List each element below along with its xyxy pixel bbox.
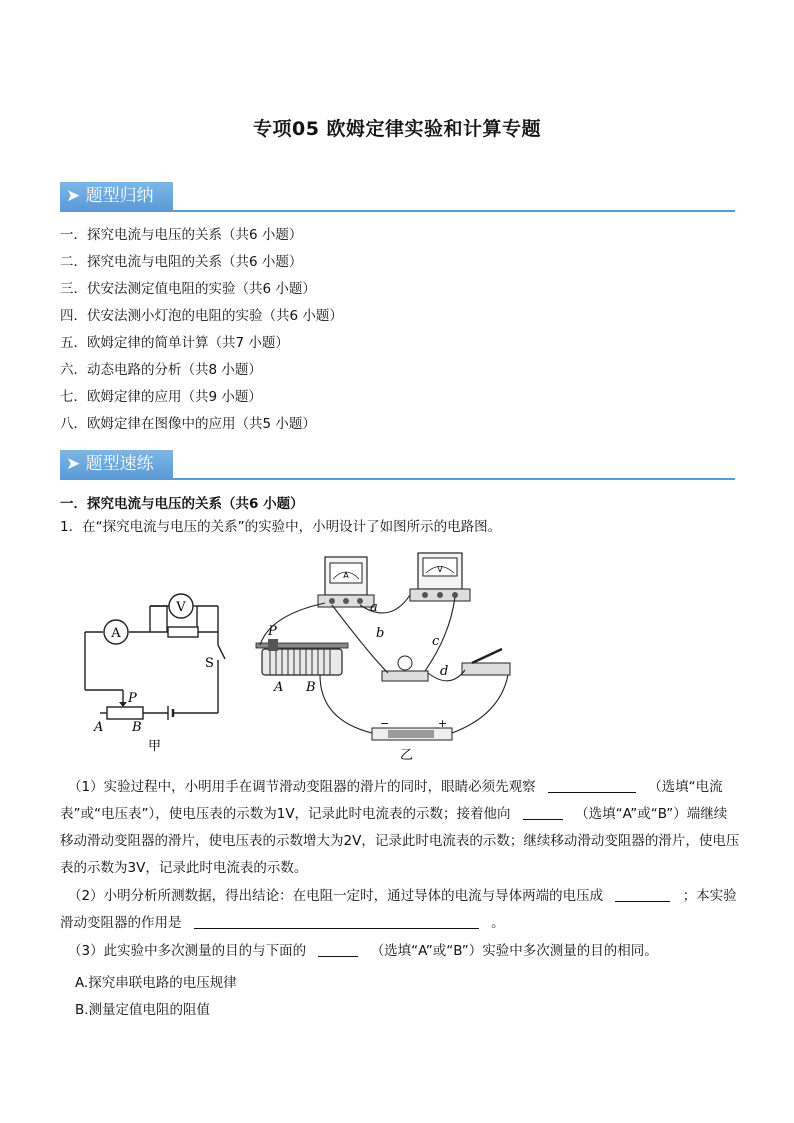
figure-label-jia: 甲 [148,739,162,754]
banner-label: ➤ 题型归纳 [60,182,173,210]
topic-item: 一．探究电流与电压的关系（共6 小题） [60,227,303,243]
part2-text-c: 。 [491,915,505,931]
slider-label: P [128,691,137,706]
schematic-jia [85,606,218,713]
section-banner-summary [60,182,735,212]
voltmeter-device-label: V [437,565,443,574]
ammeter-symbol [104,620,128,644]
figure-label-yi: 乙 [400,748,414,763]
wire-c-label: c [432,634,440,649]
page-title: 专项05 欧姆定律实验和计算专题 [252,118,542,140]
topic-item: 八．欧姆定律在图像中的应用（共5 小题） [60,416,316,432]
ammeter-label: A [111,626,121,641]
option-a: A.探究串联电路的电压规律 [75,975,237,991]
end-b-label: B [132,720,142,735]
answer-blank-4[interactable] [194,914,479,929]
answer-blank-5[interactable] [318,942,358,957]
part2-text-b: ；本实验滑动变阻器的作用是 [60,888,737,931]
switch-device [462,649,510,675]
banner-divider [60,478,735,480]
question-part-2 [60,883,740,937]
voltmeter-symbol [150,594,197,632]
topic-item: 三．伏安法测定值电阻的实验（共6 小题） [60,281,316,297]
circuit-figure [70,545,520,765]
voltmeter-label: V [176,600,186,615]
device-end-b-label: B [306,680,316,695]
apparatus-yi [256,553,510,763]
part1-text-b: （选填“电流表”或“电压表”），使电压表的示数为1V，记录此时电流表的示数；接着他向 [60,779,723,822]
switch-symbol [205,645,225,671]
answer-blank-1[interactable] [548,778,636,793]
part1-text-a: （1）实验过程中，小明用手在调节滑动变阻器的滑片的同时，眼睛必须先观察 [68,779,536,795]
device-end-a-label: A [274,680,284,695]
battery-symbol [168,706,173,720]
end-a-label: A [94,720,104,735]
part3-text-a: （3）此实验中多次测量的目的与下面的 [68,943,307,959]
banner-label: ➤ 题型速练 [60,450,173,478]
battery-device [372,717,452,740]
banner-divider [60,210,735,212]
battery-plus-label: + [438,717,448,730]
lamp-device [382,656,428,681]
ammeter-device-label: A [343,571,349,580]
voltmeter-device [410,553,470,601]
topic-item: 六．动态电路的分析（共8 小题） [60,362,262,378]
part1-text-c: （选填“A”或“B”）端继续移动滑动变阻器的滑片，使电压表的示数增大为2V，记录此时电流表的示数；继续移动滑动变阻器的滑片，使电压表的示数为3V，记录此时电流表的示数。 [60,806,740,876]
question-part-3 [60,938,740,965]
part2-text-a: （2）小明分析所测数据，得出结论：在电阻一定时，通过导体的电流与导体两端的电压成 [68,888,604,904]
option-b: B.测量定值电阻的阻值 [75,1002,211,1018]
question-part-1 [60,774,740,882]
question-stem: 1．在“探究电流与电压的关系”的实验中，小明设计了如图所示的电路图。 [60,519,502,535]
topic-item: 四．伏安法测小灯泡的电阻的实验（共6 小题） [60,308,343,324]
answer-blank-2[interactable] [523,805,563,820]
rheostat-device [256,624,348,695]
section-heading: 一．探究电流与电压的关系（共6 小题） [60,496,304,512]
ammeter-device [318,557,374,607]
wire-d-label: d [440,664,449,679]
topic-item: 七．欧姆定律的应用（共9 小题） [60,389,262,405]
resistor-symbol [168,627,198,637]
battery-minus-label: − [380,717,390,730]
section-banner-practice [60,450,735,480]
part3-text-b: （选填“A”或“B”）实验中多次测量的目的相同。 [370,943,658,959]
wire-b-label: b [376,626,385,641]
topic-item: 二．探究电流与电阻的关系（共6 小题） [60,254,303,270]
topic-list [60,228,343,444]
answer-blank-3[interactable] [615,887,670,902]
slider-device-label: P [268,624,277,639]
wire-a-label: a [370,600,378,615]
topic-item: 五．欧姆定律的简单计算（共7 小题） [60,335,289,351]
switch-label: S [205,656,214,671]
